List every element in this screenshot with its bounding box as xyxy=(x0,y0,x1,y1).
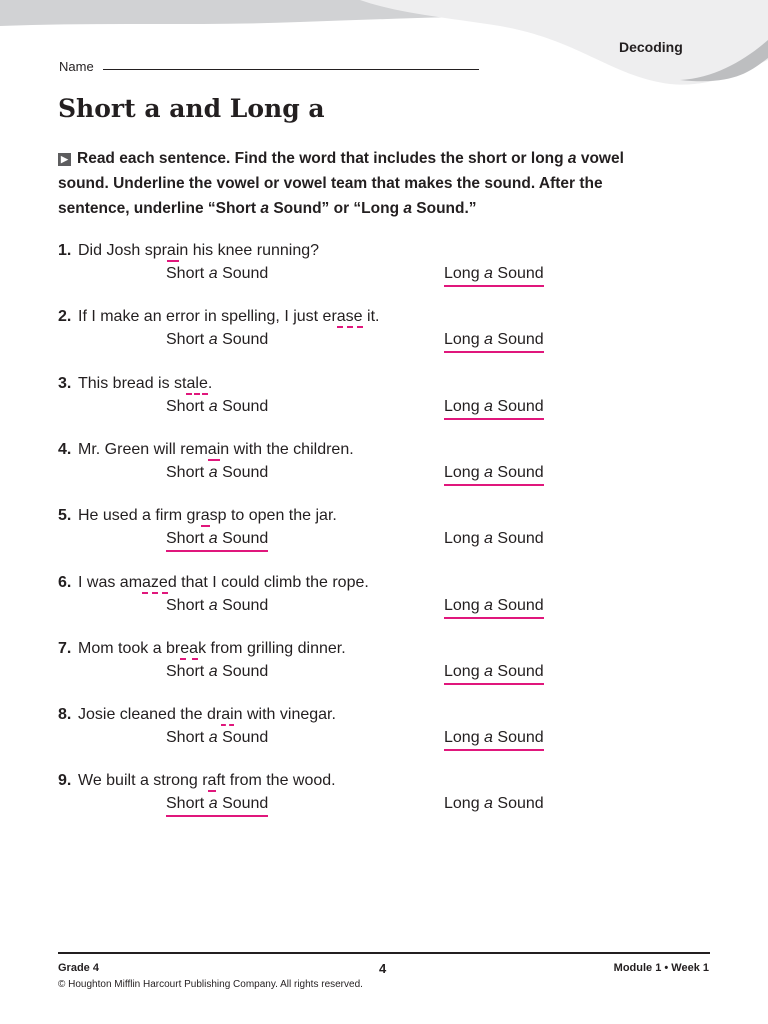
underlined-vowel[interactable]: aze xyxy=(142,574,168,594)
question-item xyxy=(58,507,598,559)
sentence-end: n his knee running? xyxy=(179,242,320,259)
footer-divider xyxy=(58,952,710,954)
question-number: 2. xyxy=(58,308,72,325)
question-number: 7. xyxy=(58,640,72,657)
question-sentence xyxy=(58,507,337,525)
question-sentence xyxy=(58,574,369,592)
question-number: 6. xyxy=(58,574,72,591)
long-a-sound-option[interactable]: Long a Sound xyxy=(444,530,544,547)
sentence-end: d that I could climb the rope. xyxy=(167,574,369,591)
underlined-vowel[interactable]: a xyxy=(201,507,210,527)
footer-grade: Grade 4 xyxy=(58,962,99,974)
underlined-vowel[interactable]: a xyxy=(208,772,217,792)
instruction-line-2: sound. Underline the vowel or vowel team that makes the sound. After the xyxy=(58,175,603,192)
name-write-line[interactable] xyxy=(103,69,479,70)
question-sentence xyxy=(58,441,354,459)
play-arrow-icon: ▶ xyxy=(58,153,71,166)
underlined-vowel[interactable]: ai xyxy=(167,242,179,262)
question-item xyxy=(58,242,598,294)
name-label: Name xyxy=(59,59,94,74)
underlined-vowel[interactable]: ai xyxy=(208,441,220,461)
sentence-start: We built a strong r xyxy=(78,772,208,789)
page-number: 4 xyxy=(379,961,387,976)
short-a-sound-option[interactable]: Short a Sound xyxy=(166,530,268,552)
question-sentence xyxy=(58,640,346,658)
question-item xyxy=(58,441,598,493)
short-a-sound-option[interactable]: Short a Sound xyxy=(166,663,269,680)
short-a-sound-option[interactable]: Short a Sound xyxy=(166,398,269,415)
sentence-end: k from grilling dinner. xyxy=(198,640,346,657)
page-title: Short a and Long a xyxy=(58,94,325,123)
question-number: 9. xyxy=(58,772,72,789)
question-sentence xyxy=(58,242,319,260)
question-number: 4. xyxy=(58,441,72,458)
sentence-start: This bread is st xyxy=(78,375,187,392)
sentence-start: I was am xyxy=(78,574,143,591)
long-a-sound-option[interactable]: Long a Sound xyxy=(444,265,544,287)
underlined-vowel[interactable]: ale xyxy=(186,375,207,395)
underlined-vowel[interactable]: ea xyxy=(180,640,198,660)
long-a-sound-option[interactable]: Long a Sound xyxy=(444,795,544,812)
name-field xyxy=(59,58,489,78)
long-a-sound-option[interactable]: Long a Sound xyxy=(444,663,544,685)
long-a-sound-option[interactable]: Long a Sound xyxy=(444,398,544,420)
sentence-end: sp to open the jar. xyxy=(209,507,337,524)
section-label: Decoding xyxy=(619,39,683,55)
question-number: 1. xyxy=(58,242,72,259)
question-sentence xyxy=(58,772,336,790)
short-a-sound-option[interactable]: Short a Sound xyxy=(166,729,269,746)
sentence-start: Mom took a br xyxy=(78,640,181,657)
instruction-line-1: ▶ Read each sentence. Find the word that includes the short or long a vowel xyxy=(58,146,658,171)
underlined-vowel[interactable]: ai xyxy=(221,706,233,726)
question-item xyxy=(58,574,598,626)
question-item xyxy=(58,640,598,692)
sentence-end: it. xyxy=(362,308,380,325)
long-a-sound-option[interactable]: Long a Sound xyxy=(444,464,544,486)
sentence-start: Did Josh spr xyxy=(78,242,167,259)
question-item xyxy=(58,375,598,427)
short-a-sound-option[interactable]: Short a Sound xyxy=(166,597,269,614)
sentence-end: . xyxy=(207,375,213,392)
question-number: 5. xyxy=(58,507,72,524)
long-a-sound-option[interactable]: Long a Sound xyxy=(444,597,544,619)
short-a-sound-option[interactable]: Short a Sound xyxy=(166,464,269,481)
footer-copyright: © Houghton Mifflin Harcourt Publishing Company. All rights reserved. xyxy=(58,979,363,990)
underlined-vowel[interactable]: ase xyxy=(337,308,363,328)
short-a-sound-option[interactable]: Short a Sound xyxy=(166,795,268,817)
sentence-end: n with the children. xyxy=(220,441,354,458)
footer-module: Module 1 • Week 1 xyxy=(613,962,709,974)
question-sentence xyxy=(58,308,379,326)
instructions xyxy=(58,146,658,221)
sentence-end: ft from the wood. xyxy=(216,772,336,789)
question-item xyxy=(58,706,598,758)
short-a-sound-option[interactable]: Short a Sound xyxy=(166,265,269,282)
sentence-start: He used a firm gr xyxy=(78,507,201,524)
question-number: 3. xyxy=(58,375,72,392)
question-number: 8. xyxy=(58,706,72,723)
question-sentence xyxy=(58,375,212,393)
long-a-sound-option[interactable]: Long a Sound xyxy=(444,331,544,353)
sentence-start: Mr. Green will rem xyxy=(78,441,208,458)
sentence-end: n with vinegar. xyxy=(233,706,336,723)
sentence-start: If I make an error in spelling, I just er xyxy=(78,308,337,325)
question-item xyxy=(58,308,598,360)
long-a-sound-option[interactable]: Long a Sound xyxy=(444,729,544,751)
question-sentence xyxy=(58,706,336,724)
question-item xyxy=(58,772,598,824)
sentence-start: Josie cleaned the dr xyxy=(78,706,222,723)
instruction-line-3: sentence, underline “Short a Sound” or “Long a Sound.” xyxy=(58,200,477,217)
short-a-sound-option[interactable]: Short a Sound xyxy=(166,331,269,348)
